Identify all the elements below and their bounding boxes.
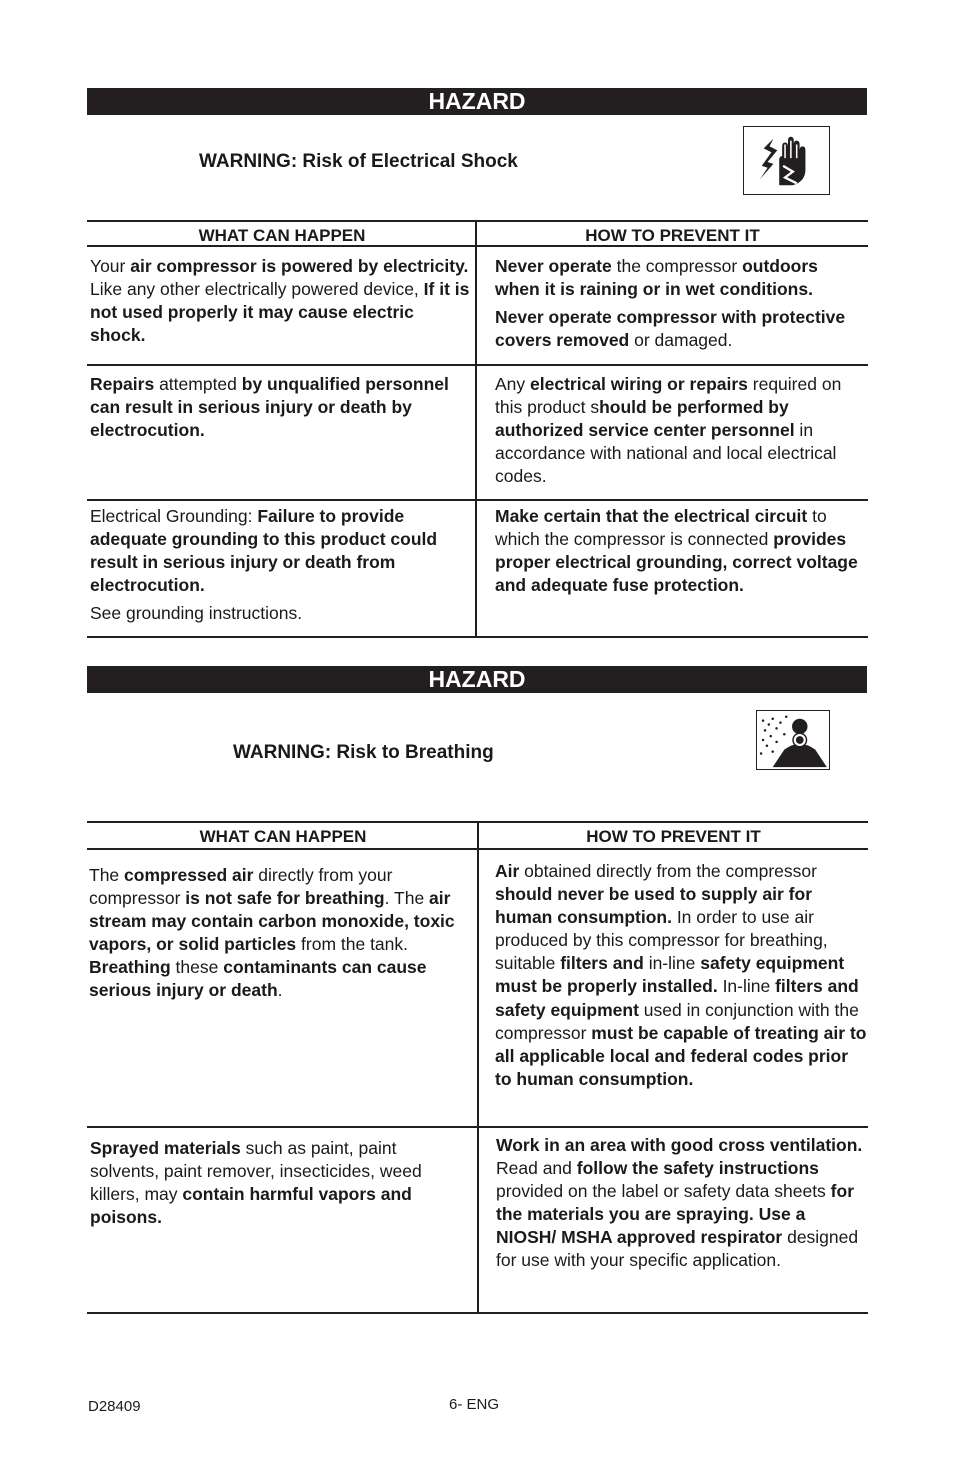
electric-shock-hand-icon — [743, 126, 830, 195]
table-cell — [496, 1134, 866, 1273]
bold-text: air stream may contain carbon monoxide, toxic vapors, or solid particles — [89, 888, 455, 955]
text: . The — [384, 888, 430, 909]
col-header-how-to-prevent: HOW TO PREVENT IT — [586, 827, 761, 846]
text: or damaged. — [629, 330, 733, 351]
text: Electrical Grounding: — [90, 506, 258, 526]
bold-text: safety equipment must be properly installed. — [495, 953, 845, 997]
cell-paragraph — [90, 373, 470, 442]
text: Any — [495, 374, 531, 394]
cell-paragraph — [89, 864, 469, 1003]
col-header-what-can-happen: WHAT CAN HAPPEN — [198, 226, 366, 245]
text: Read and — [496, 1158, 577, 1179]
text: such as paint, paint solvents, paint remover, insecticides, weed killers, may — [90, 1138, 422, 1205]
cell-paragraph — [496, 1134, 866, 1273]
cell-paragraph — [90, 602, 470, 625]
text: The — [89, 865, 125, 885]
bold-text: air compressor is powered by electricity. — [130, 256, 469, 276]
electrical-hazard-table — [87, 220, 868, 640]
bold-text: Failure to provide adequate grounding to this product could result in serious injury or death from electrocution. — [90, 506, 438, 596]
text: the compressor — [611, 256, 743, 276]
table-cell — [90, 1137, 470, 1229]
bold-text: electrical wiring or repairs — [530, 374, 748, 394]
breathing-hazard-icon — [756, 710, 830, 770]
text: to which the compressor is connected — [495, 506, 827, 550]
table-cell — [89, 864, 469, 1003]
bold-text: should never be used to supply air for human consumption. — [495, 884, 812, 928]
table-cell — [90, 255, 470, 347]
cell-paragraph — [495, 255, 865, 301]
table-cell — [495, 373, 865, 488]
text: used in conjunction with the compressor — [495, 999, 859, 1043]
hazard-bar-breathing: HAZARD — [87, 666, 867, 693]
text: provided on the label or safety data sheets — [496, 1181, 831, 1202]
breathing-hazard-table — [87, 821, 868, 1317]
bold-text: If it is not used properly it may cause electric shock. — [90, 279, 470, 346]
bold-text: follow the safety instructions — [576, 1158, 819, 1179]
bold-text: for the materials you are spraying. Use a NIOSH/ MSHA approved respirator — [496, 1181, 854, 1248]
bold-text: outdoors when it is raining or in wet conditions. — [495, 256, 818, 300]
bold-text: provides proper electrical grounding, correct voltage and adequate fuse protection. — [495, 529, 858, 596]
text: Like any other electrically powered device, — [90, 279, 424, 300]
text: attempted — [154, 374, 242, 394]
bold-text: hould be performed by authorized service center personnel — [495, 397, 795, 441]
warning-heading-electrical: WARNING: Risk of Electrical Shock — [199, 151, 518, 172]
col-header-how-to-prevent: HOW TO PREVENT IT — [585, 226, 760, 245]
bold-text: Work in an area with good cross ventilation. — [496, 1135, 863, 1155]
text: designed for use with your specific application. — [496, 1227, 859, 1271]
cell-paragraph — [495, 373, 865, 488]
bold-text: contain harmful vapors and poisons. — [90, 1184, 412, 1228]
cell-paragraph — [90, 255, 470, 347]
bold-text: Make certain that the electrical circuit — [495, 506, 808, 526]
bold-text: Repairs — [90, 374, 155, 394]
text: from the tank. — [296, 934, 409, 955]
bold-text: Breathing — [89, 957, 171, 978]
bold-text: compressed air — [124, 865, 254, 885]
text: in accordance with national and local electrical codes. — [495, 420, 837, 487]
table-cell — [495, 860, 867, 1091]
bold-text: by unqualified personnel can result in serious injury or death by electrocution. — [90, 374, 449, 441]
model-number: D28409 — [88, 1398, 141, 1415]
text: In-line — [717, 976, 776, 997]
cell-paragraph — [495, 306, 865, 352]
cell-paragraph — [495, 505, 865, 597]
bold-text: Never operate compressor with protective covers removed — [495, 307, 846, 351]
bold-text: must be capable of treating air to all applicable local and federal codes prior to human consumption. — [495, 1022, 867, 1089]
text: See grounding instructions. — [90, 603, 303, 624]
hazard-bar-electrical: HAZARD — [87, 88, 867, 115]
cell-paragraph — [90, 505, 470, 597]
table-cell — [90, 505, 470, 625]
cell-paragraph — [495, 860, 867, 1091]
text: directly from your compressor — [89, 865, 393, 909]
bold-text: Air — [495, 861, 520, 881]
bold-text: Never operate — [495, 256, 612, 276]
table-cell — [495, 505, 865, 597]
bold-text: is not safe for breathing — [185, 888, 385, 909]
bold-text: filters and — [560, 953, 644, 974]
text: these — [170, 957, 224, 978]
text: obtained directly from the compressor — [519, 861, 817, 881]
bold-text: Sprayed materials — [90, 1138, 241, 1158]
bold-text: contaminants can cause serious injury or death — [89, 957, 427, 1001]
text: required on this product s — [495, 374, 842, 418]
cell-paragraph — [90, 1137, 470, 1229]
page-number: 6- ENG — [449, 1396, 500, 1413]
bold-text: filters and safety equipment — [495, 976, 859, 1020]
warning-heading-breathing: WARNING: Risk to Breathing — [233, 742, 494, 763]
text: Your — [90, 256, 131, 276]
text: In order to use air produced by this compressor for breathing, suitable — [495, 907, 828, 974]
text: . — [277, 980, 283, 1001]
col-header-what-can-happen: WHAT CAN HAPPEN — [199, 827, 367, 846]
table-cell — [90, 373, 470, 442]
table-cell — [495, 255, 865, 352]
text: in-line — [643, 953, 701, 974]
